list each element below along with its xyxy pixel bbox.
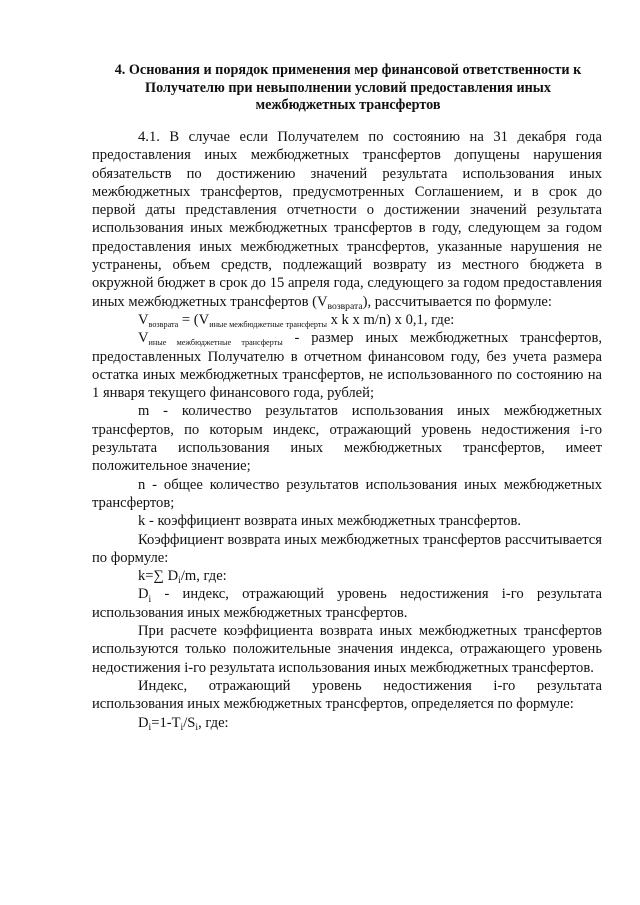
definition-d	[92, 585, 602, 622]
subscript: i	[180, 721, 184, 733]
subscript: i	[178, 575, 181, 587]
document-body	[92, 128, 602, 732]
paragraph-text: 4.1. В случае если Получателем по состоянию на 31 декабря года предоставления иных межбюджетных трансфертов допущены нарушения обязательств по достижению значений результата использования иных межбюджетных трансфертов, предусмотренных Соглашением, и в срок до первой даты представления отчетности о достижении значений результата использования иных межбюджетных трансфертов в году, следующем за годом предоставления иных межбюджетных трансфертов, указанные нарушения не устранены, объем средств, подлежащий возврату из местного бюджета в окружной бюджет в срок до 15 апреля года, следующего за годом предоставления иных межбюджетных трансфертов (V	[92, 129, 602, 310]
definition-v	[92, 329, 602, 402]
formula-symbol: =1-T	[151, 714, 181, 731]
paragraph-text: ), рассчитывается по формуле:	[362, 293, 552, 310]
section-heading	[88, 62, 608, 115]
definition-m: m - количество результатов использования иных межбюджетных трансфертов, по которым индекс, отражающий уровень недостижения i-го результата использования иных межбюджетных трансфертов, имеет положительное значение;	[92, 403, 602, 475]
subscript: иные межбюджетные трансферты	[209, 319, 327, 329]
subscript: возврата	[327, 300, 363, 312]
formula-symbol: /S	[183, 714, 196, 731]
paragraph-coefficient: Коэффициент возврата иных межбюджетных трансфертов рассчитывается по формуле:	[92, 531, 602, 566]
formula-return-volume	[92, 311, 602, 329]
formula-symbol: V	[138, 330, 149, 347]
paragraph-4-1	[92, 128, 602, 311]
subscript: иные межбюджетные трансферты	[148, 337, 283, 347]
definition-n: n - общее количество результатов использования иных межбюджетных трансфертов;	[92, 476, 602, 511]
heading-line: Получателю при невыполнении условий предоставления иных	[145, 79, 551, 96]
paragraph-text: - размер иных межбюджетных трансфертов, предоставленных Получателю в отчетном финансовом году, без учета размера остатка иных межбюджетных трансфертов, не использованного по состоянию на 1 января текущего финансового года, рублей;	[92, 330, 603, 402]
formula-symbol: D	[138, 714, 149, 731]
subscript: i	[148, 721, 152, 733]
formula-symbol: , где:	[198, 714, 229, 731]
formula-index	[92, 714, 602, 732]
heading-line: 4. Основания и порядок применения мер финансовой ответственности к	[114, 62, 582, 78]
heading-line: межбюджетных трансфертов	[255, 97, 441, 113]
formula-coefficient	[92, 567, 602, 585]
subscript: возврата	[148, 319, 179, 329]
definition-k: k - коэффициент возврата иных межбюджетных трансфертов.	[138, 513, 521, 530]
paragraph-index: Индекс, отражающий уровень недостижения i-го результата использования иных межбюджетных трансфертов, определяется по формуле:	[92, 677, 602, 713]
formula-symbol: V	[138, 311, 149, 328]
formula-symbol: = (V	[178, 311, 210, 328]
formula-symbol: /m, где:	[180, 568, 227, 585]
paragraph-calculation: При расчете коэффициента возврата иных межбюджетных трансфертов используются только положительные значения индекса, отражающего уровень недостижения i-го результата использования иных межбюджетных трансфертов.	[92, 623, 602, 676]
subscript: i	[195, 721, 199, 733]
subscript: i	[148, 593, 152, 605]
formula-symbol: x k x m/n) x 0,1, где:	[326, 311, 455, 328]
formula-symbol: D	[138, 586, 149, 603]
paragraph-text: - индекс, отражающий уровень недостижения i-го результата использования иных межбюджетных трансфертов.	[92, 586, 602, 621]
formula-symbol: k=∑ D	[138, 568, 179, 585]
